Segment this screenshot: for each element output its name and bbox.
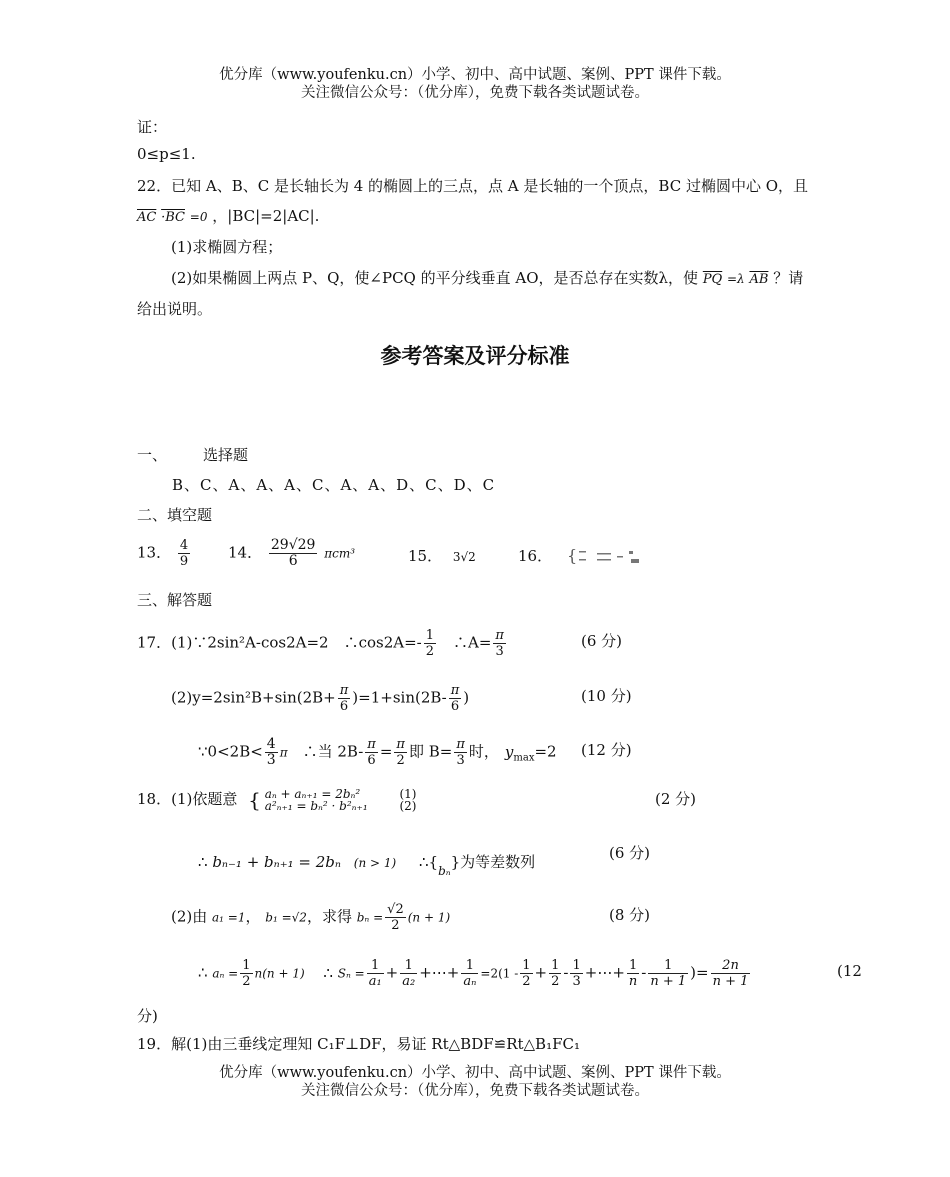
q14-label: 14． bbox=[228, 543, 263, 562]
q17-l1-text2: ∴A= bbox=[438, 633, 492, 652]
q17-l2-text: (2)y=2sin²B+sin(2B+ bbox=[171, 688, 336, 707]
q17-frac-pi6b: $\frac{\pi}{6}$ bbox=[450, 683, 460, 714]
page-header-line1: 优分库（www.youfenku.cn）小学、初中、高中试题、案例、PPT 课件下载。 bbox=[219, 67, 731, 83]
q18-l1-text: 18．(1)依题意 bbox=[137, 790, 238, 808]
q17-l2-close: ) bbox=[463, 688, 470, 707]
fill-answers bbox=[137, 538, 192, 569]
q17-score3: (12 分) bbox=[581, 741, 632, 759]
q18-score2: (6 分) bbox=[609, 844, 651, 862]
section1-label: 一、 bbox=[137, 446, 168, 464]
q18-score4a: (12 bbox=[837, 962, 862, 980]
q15-label: 15． bbox=[408, 547, 443, 565]
q17-line2 bbox=[171, 683, 469, 714]
q14-unit: πcm³ bbox=[324, 546, 356, 561]
q17-l2-text2: )=1+sin(2B- bbox=[352, 688, 447, 707]
q16-label: 16． bbox=[518, 547, 553, 565]
q15-answer bbox=[408, 546, 476, 567]
q18-score1: (2 分) bbox=[655, 790, 697, 808]
q18-line2: ∴ bₙ₋₁ + bₙ₊₁ = 2bₙ (n > 1) $\therefore\{_{b_n}\}$为等差数列 bbox=[198, 853, 536, 878]
eq-lambda: =λ bbox=[727, 272, 745, 286]
q18-line1 bbox=[137, 788, 416, 812]
q22-part2-text: (2)如果椭圆上两点 P、Q，使∠PCQ 的平分线垂直 AO，是否总存在实数λ，使 bbox=[171, 269, 699, 287]
q18-system: { aₙ + aₙ₊₁ = 2bₙ² a²ₙ₊₁ = bₙ² · b²ₙ₊₁ (1) (2) bbox=[248, 787, 417, 813]
q16-answer bbox=[518, 546, 651, 568]
q22-condition bbox=[137, 206, 319, 228]
q18-line4: ∴ aₙ = $\frac{1}{2}$ n(n + 1) ∴ Sₙ = $\frac{1}{\text{a₁}}$ + $\frac{1}{\text{a₂}}$ +⋯+ $\frac{1}{\text{aₙ}}$ =2(1 - $\frac{1}{2}$ + $\frac{1}{2}$ - $\frac{1}{3}$ +⋯+ $\frac{1}{n}$ - $\frac{1}{n + 1}$ )= $\frac{2n}{n + 1}$ bbox=[198, 958, 749, 989]
page-header-line2: 关注微信公众号：（优分库），免费下载各类试题试卷。 bbox=[301, 85, 649, 101]
q19-line1: 19．解(1)由三垂线定理知 C₁F⊥DF，易证 Rt△BDF≌Rt△B₁FC₁ bbox=[137, 1035, 580, 1053]
choice-answers: B、C、A、A、A、C、A、A、D、C、D、C bbox=[172, 476, 496, 494]
q14-answer bbox=[228, 538, 355, 569]
q14-fraction: $\frac{29√29}{6}$ bbox=[270, 537, 316, 569]
q22-cond-text: ，|BC|=2|AC|. bbox=[212, 207, 320, 225]
q18-score3: (8 分) bbox=[609, 906, 651, 924]
q22-stem: 22．已知 A、B、C 是长轴长为 4 的椭圆上的三点，点 A 是长轴的一个顶点，BC 过椭圆中心 O，且 bbox=[137, 177, 809, 195]
vector-ac: $\overline{AC}$ bbox=[137, 210, 157, 225]
page-footer-line1: 优分库（www.youfenku.cn）小学、初中、高中试题、案例、PPT 课件下载。 bbox=[219, 1065, 731, 1081]
vector-bc: ·BC bbox=[161, 210, 185, 225]
q17-line1 bbox=[137, 628, 508, 659]
q17-frac-pi6a: $\frac{\pi}{6}$ bbox=[339, 683, 349, 714]
eq-zero: =0 bbox=[189, 210, 208, 224]
q18-recurrence: bₙ₋₁ + bₙ₊₁ = 2bₙ bbox=[212, 853, 341, 871]
q17-frac-pi3: $\frac{\pi}{3}$ bbox=[495, 628, 504, 659]
inequality-line: 0≤p≤1. bbox=[137, 145, 196, 163]
q17-l3-text: ∵0<2B< bbox=[198, 742, 263, 761]
q17-frac-43: $\frac{4}{3}$ bbox=[266, 736, 276, 768]
q17-l1-text: 17．(1)∵2sin²A-cos2A=2 ∴cos2A=- bbox=[137, 633, 422, 652]
svg-text:{: { bbox=[566, 546, 578, 565]
q17-score2: (10 分) bbox=[581, 687, 632, 705]
answers-title: 参考答案及评分标准 bbox=[380, 344, 570, 368]
section2-label: 二、填空题 bbox=[137, 506, 213, 524]
q17-line3: ∵0<2B< $\frac{4}{3}$ π ∴当 2B- $\frac{\pi}{6}$ = $\frac{\pi}{2}$ 即 B= $\frac{\pi}{3}$ 时， $y_{max}=2$ bbox=[198, 736, 557, 768]
q17-frac-half: $\frac{1}{2}$ bbox=[425, 628, 434, 659]
q22-part2-end: ？请 bbox=[773, 269, 804, 287]
page-footer-line2: 关注微信公众号：（优分库），免费下载各类试题试卷。 bbox=[301, 1083, 649, 1099]
q18-score4b: 分) bbox=[137, 1007, 158, 1025]
q22-part1: (1)求椭圆方程； bbox=[171, 238, 283, 256]
q17-score1: (6 分) bbox=[581, 632, 623, 650]
q17-l3-text2: ∴当 2B- bbox=[287, 742, 364, 761]
q22-part2 bbox=[171, 268, 803, 290]
q13-fraction: $\frac{4}{9}$ bbox=[179, 538, 189, 569]
vector-ab: $\overline{AB}$ bbox=[749, 272, 769, 287]
q22-part2-cont: 给出说明。 bbox=[137, 300, 213, 318]
section1-name: 选择题 bbox=[203, 446, 249, 464]
q18-line3: (2)由 a₁ =1， b₁ =√2，求得 bₙ = $\frac{√2}{2}$ (n + 1) bbox=[171, 902, 451, 933]
q15-value: 3√2 bbox=[452, 550, 476, 564]
section3-label: 三、解答题 bbox=[137, 591, 213, 609]
proof-label: 证： bbox=[137, 118, 168, 136]
q13-label: 13． bbox=[137, 543, 172, 562]
vector-pq: $\overline{PQ}$ bbox=[702, 272, 723, 287]
q16-garbled-formula bbox=[567, 546, 651, 568]
